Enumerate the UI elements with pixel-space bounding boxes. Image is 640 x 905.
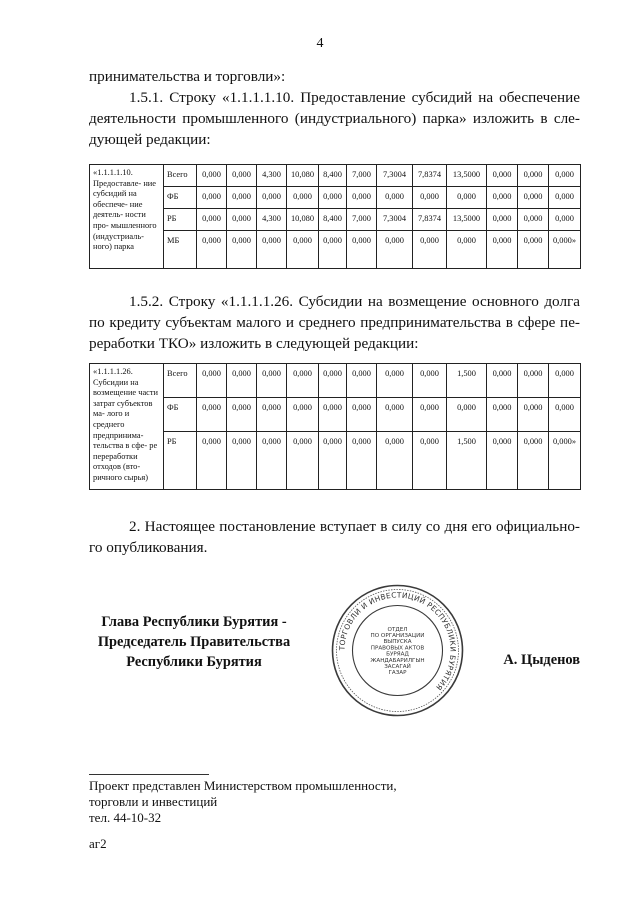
table1-cell: 0,000 [287,231,319,269]
table1-cell: 13,5000 [447,209,487,231]
table1-cell: 7,3004 [377,165,413,187]
table1-row [90,165,581,187]
seal-center-line: ЗАСАГАЙ [384,664,411,670]
table2-cell: 0,000 [197,432,227,490]
footnote-divider [89,774,209,775]
paragraph-1 [89,66,580,150]
seal-center-line: ЖАНДАБАРИЛГЫН [370,657,425,664]
page-number: 4 [316,36,324,51]
table1-cell: 0,000 [518,165,549,187]
table1-cell: 0,000 [197,165,227,187]
table2-cell: 0,000 [287,398,319,432]
table-subsidy-industrial-park [89,164,581,269]
paragraph-1-line-3: деятельности промышленного (индустриального) парка» изложить в сле- [89,110,580,127]
table2-cell: 0,000 [347,432,377,490]
table2-cell: 0,000 [257,432,287,490]
signatory-title-line-2: Председатель Правительства [97,634,291,650]
table2-cell: 0,000 [287,432,319,490]
table1-cell: 0,000 [487,209,518,231]
paragraph-1-line-2: 1.5.1. Строку «1.1.1.1.10. Предоставление субсидий на обеспечение [129,89,580,106]
table1-cell: 7,3004 [377,209,413,231]
table2-cell: 0,000 [413,398,447,432]
table1-cell: 0,000 [518,187,549,209]
paragraph-3-line-1: 2. Настоящее постановление вступает в силу со дня его официально- [129,518,580,535]
table1-cell: 7,8374 [413,165,447,187]
table1-funding-source: ФБ [164,187,197,209]
table2-cell: 0,000 [487,398,518,432]
table1-cell: 0,000 [197,209,227,231]
table1-cell: 0,000 [447,231,487,269]
signatory-name: А. Цыденов [503,652,580,668]
table2-cell: 0,000 [319,364,347,398]
table2-cell: 0,000 [347,364,377,398]
seal-center-line: БУРЯАД [386,651,409,658]
table1-cell: 0,000 [413,231,447,269]
table2-cell: 1,500 [447,432,487,490]
paragraph-1-line-1: принимательства и торговли»: [89,68,286,85]
table2-cell: 0,000 [413,364,447,398]
table2-cell: 0,000 [377,364,413,398]
table2-cell: 0,000 [197,398,227,432]
table2-cell: 0,000 [518,432,549,490]
table1-cell: 0,000 [518,209,549,231]
table2-cell: 0,000 [319,432,347,490]
table2-cell: 0,000 [257,398,287,432]
table1-cell: 0,000 [227,165,257,187]
seal-ring-text: ТОРГОВЛИ И ИНВЕСТИЦИЙ РЕСПУБЛИКИ БУРЯТИЯ [337,590,458,693]
table1-cell: 10,080 [287,209,319,231]
table2-cell: 0,000 [518,364,549,398]
signatory-title-line-3: Республики Бурятия [126,654,262,670]
table2-cell: 0,000 [447,398,487,432]
seal-center-line: ОТДЕЛ [387,626,408,633]
table2-funding-source: РБ [164,432,197,490]
table1-cell: 0,000 [487,187,518,209]
table1-row [90,231,581,269]
table1-cell: 0,000 [549,187,581,209]
table1-cell: 0,000 [287,187,319,209]
table1-cell: 7,8374 [413,209,447,231]
table1-cell: 0,000 [549,209,581,231]
table1-cell: 4,300 [257,165,287,187]
paragraph-2-line-2: по кредиту субъектам малого и среднего предпринимательства в сфере пе- [89,314,580,331]
signatory-title [89,612,299,672]
table1-cell: 0,000 [227,231,257,269]
table2-cell: 0,000 [413,432,447,490]
table1-cell: 0,000 [347,187,377,209]
table2-row [90,364,581,398]
paragraph-3-line-2: го опубликования. [89,539,208,556]
table1-cell: 0,000 [487,231,518,269]
seal-center-line: ПО ОРГАНИЗАЦИИ [370,633,425,639]
seal-center-line: ВЫПУСКА [383,639,412,646]
table2-cell: 0,000 [549,364,581,398]
table1-cell: 0,000 [377,187,413,209]
table2-row [90,432,581,490]
paragraph-2 [89,291,580,354]
footnote-line-1: Проект представлен Министерством промышленности, [89,778,397,793]
table2-cell: 0,000 [487,432,518,490]
table2-funding-source: Всего [164,364,197,398]
table1-cell: 0,000» [549,231,581,269]
table1-cell: 0,000 [257,231,287,269]
table1-cell: 13,5000 [447,165,487,187]
table1-cell: 0,000 [518,231,549,269]
table1-cell: 0,000 [197,187,227,209]
table2-cell: 0,000 [227,398,257,432]
table1-cell: 0,000 [447,187,487,209]
table2-cell: 0,000 [549,398,581,432]
table1-label: «1.1.1.1.10. Предоставле- ние субсидий на обеспече- ние деятель- ности про- мышленного (индустриаль- ного) парка [90,165,164,269]
table2-funding-source: ФБ [164,398,197,432]
table1-cell: 0,000 [487,165,518,187]
table1-row [90,209,581,231]
table2-cell: 0,000 [227,432,257,490]
table1-funding-source: Всего [164,165,197,187]
table2-cell: 0,000 [257,364,287,398]
table1-cell: 0,000 [227,209,257,231]
table1-cell: 0,000 [319,231,347,269]
footnote-line-2: торговли и инвестиций [89,794,218,809]
table2-cell: 0,000 [227,364,257,398]
table1-cell: 0,000 [319,187,347,209]
table1-cell: 0,000 [227,187,257,209]
table2-cell: 0,000 [347,398,377,432]
table1-cell: 7,000 [347,209,377,231]
seal-center-line: ПРАВОВЫХ АКТОВ [370,645,425,652]
table2-cell: 0,000 [287,364,319,398]
table1-cell: 8,400 [319,165,347,187]
table1-cell: 0,000 [413,187,447,209]
paragraph-2-line-1: 1.5.2. Строку «1.1.1.1.26. Субсидии на возмещение основного долга [129,293,580,310]
table1-cell: 0,000 [377,231,413,269]
table2-cell: 0,000 [319,398,347,432]
table2-cell: 0,000» [549,432,581,490]
document-code: аг2 [89,836,107,851]
table2-cell: 0,000 [518,398,549,432]
signatory-title-line-1: Глава Республики Бурятия - [101,614,287,630]
footnote [89,778,397,826]
table1-cell: 0,000 [549,165,581,187]
table1-cell: 0,000 [347,231,377,269]
table1-cell: 8,400 [319,209,347,231]
table2-cell: 0,000 [487,364,518,398]
table1-cell: 10,080 [287,165,319,187]
table1-funding-source: МБ [164,231,197,269]
table2-cell: 0,000 [197,364,227,398]
footnote-line-3: тел. 44-10-32 [89,810,162,825]
table1-cell: 4,300 [257,209,287,231]
official-seal-stamp [330,583,465,718]
table2-label: «1.1.1.1.26. Субсидии на возмещение части затрат субъектов ма- лого и среднего предпринима- тельства в сфе- ре переработки отходов (вто- ричного сырья) [90,364,164,490]
table1-cell: 0,000 [197,231,227,269]
table2-cell: 0,000 [377,398,413,432]
seal-center-line: ГАЗАР [388,670,407,677]
paragraph-1-line-4: дующей редакции: [89,131,211,148]
paragraph-2-line-3: реработки ТКО» изложить в следующей редакции: [89,335,419,352]
table1-cell: 0,000 [257,187,287,209]
table1-row [90,187,581,209]
table2-cell: 0,000 [377,432,413,490]
table2-row [90,398,581,432]
table-subsidy-recycling [89,363,581,490]
paragraph-3 [89,516,580,558]
table2-cell: 1,500 [447,364,487,398]
table1-funding-source: РБ [164,209,197,231]
table1-cell: 7,000 [347,165,377,187]
